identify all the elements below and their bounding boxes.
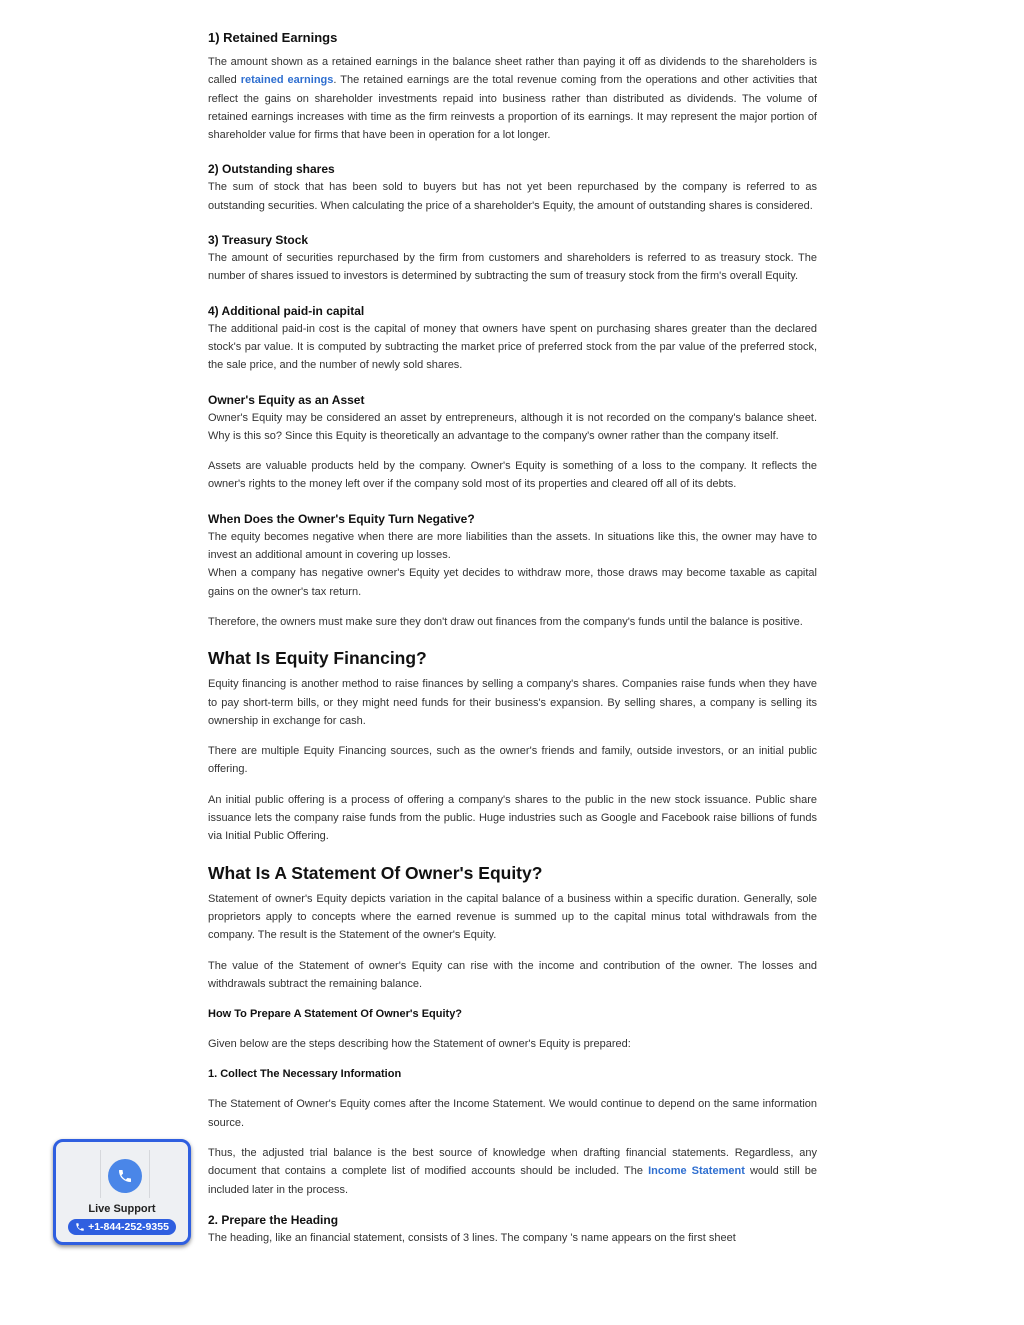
phone-number: +1-844-252-9355 <box>88 1221 169 1233</box>
how-to-prepare-intro: Given below are the steps describing how the Statement of owner's Equity is prepared: <box>208 1038 631 1051</box>
step-1-paragraph-1: The Statement of Owner's Equity comes after the Income Statement. We would continue to depend on the same information source. <box>208 1098 817 1129</box>
live-support-label: Live Support <box>88 1203 156 1215</box>
phone-icon <box>117 1168 133 1184</box>
phone-small-icon <box>75 1222 85 1232</box>
live-support-widget[interactable] <box>53 1139 191 1245</box>
negative-equity-heading: When Does the Owner's Equity Turn Negative? <box>208 511 475 526</box>
negative-equity-paragraph-2: When a company has negative owner's Equity yet decides to withdraw more, those draws may become taxable as capital gains on the owner's tax return. <box>208 567 817 598</box>
equity-financing-paragraph-2: There are multiple Equity Financing sources, such as the owner's friends and family, outside investors, or an initial public offering. <box>208 745 817 776</box>
equity-financing-paragraph-1: Equity financing is another method to raise finances by selling a company's shares. Companies raise funds when they have to pay short-term bills, or they might need funds for their business's expansion. By selling shares, a company is selling its ownership in exchange for cash. <box>208 678 817 727</box>
how-to-prepare-heading: How To Prepare A Statement Of Owner's Equity? <box>208 1008 463 1021</box>
negative-equity-paragraph-1: The equity becomes negative when there are more liabilities than the assets. In situations like this, the owner may have to invest an additional amount in covering up losses. <box>208 530 817 562</box>
treasury-stock-paragraph: The amount of securities repurchased by the firm from customers and shareholders is referred to as treasury stock. The number of shares issued to investors is determined by subtracting the sum of treasury stock from the firm's overall Equity. <box>208 252 817 283</box>
owners-equity-asset-heading: Owner's Equity as an Asset <box>208 392 365 407</box>
step-2-heading: 2. Prepare the Heading <box>208 1212 339 1227</box>
outstanding-shares-paragraph: The sum of stock that has been sold to buyers but has not yet been repurchased by the company is referred to as outstanding securities. When calculating the price of a shareholder's Equity, the amount of outstanding shares is considered. <box>208 181 817 212</box>
equity-financing-heading: What Is Equity Financing? <box>208 648 427 669</box>
call-button[interactable] <box>108 1159 142 1193</box>
outstanding-shares-heading: 2) Outstanding shares <box>208 162 335 177</box>
phone-number-button[interactable] <box>68 1219 176 1235</box>
additional-paid-in-capital-paragraph: The additional paid-in cost is the capital of money that owners have spent on purchasing shares greater than the declared stock's par value. It is computed by subtracting the market price of preferred stock from the par value of the preferred stock, the sale price, and the number of newly sold shares. <box>208 322 817 372</box>
step-1-paragraph-2: Thus, the adjusted trial balance is the best source of knowledge when drafting financial statements. Regardless, any document that contains a complete list of modified accounts should be included. The Income Statement would still be included later in the process. <box>208 1146 817 1196</box>
income-statement-link[interactable]: Income Statement <box>648 1165 745 1178</box>
retained-earnings-paragraph: The amount shown as a retained earnings in the balance sheet rather than paying it off as dividends to the shareholders is called retained earnings. The retained earnings are the total revenue coming from the operations and other activities that reflect the gains on shareholder investments repaid into business rather than distributed as dividends. The volume of retained earnings increases with time as the firm reinvests a proportion of its earnings. It may represent the major portion of shareholder value for firms that have been in operation for a lot longer. <box>208 56 817 142</box>
treasury-stock-heading: 3) Treasury Stock <box>208 233 309 248</box>
equity-financing-paragraph-3: An initial public offering is a process of offering a company's shares to the public in the new stock issuance. Public share issuance lets the company raise funds from the public. Huge industries such as Google and Facebook raise billions of funds via Initial Public Offering. <box>208 793 817 843</box>
statement-paragraph-2: The value of the Statement of owner's Equity can rise with the income and contribution of the owner. The losses and withdrawals subtract the remaining balance. <box>208 959 817 990</box>
article-content <box>208 53 817 1259</box>
call-icon-frame <box>100 1150 150 1198</box>
statement-owners-equity-heading: What Is A Statement Of Owner's Equity? <box>208 862 543 883</box>
article-body <box>208 0 817 1280</box>
owners-equity-asset-paragraph-1: Owner's Equity may be considered an asset by entrepreneurs, although it is not recorded on the company's balance sheet. Why is this so? Since this Equity is theoretically an advantage to the company's owner rather than the company itself. <box>208 411 817 442</box>
retained-earnings-link[interactable]: retained earnings <box>240 74 334 87</box>
owners-equity-asset-paragraph-2: Assets are valuable products held by the company. Owner's Equity is something of a loss to the company. It reflects the owner's rights to the money left over if the company sold most of its properties and cleared off all of its debts. <box>208 460 817 491</box>
statement-paragraph-1: Statement of owner's Equity depicts variation in the capital balance of a business within a specific duration. Generally, sole proprietors apply to concepts where the earned revenue is summed up to the capital minus total withdrawals from the company. The result is the Statement of the owner's Equity. <box>208 892 817 942</box>
section-heading-clipped: 1) Retained Earnings <box>208 30 338 45</box>
additional-paid-in-capital-heading: 4) Additional paid-in capital <box>208 303 365 318</box>
negative-equity-paragraph-3: Therefore, the owners must make sure they don't draw out finances from the company's funds until the balance is positive. <box>208 615 803 628</box>
step-1-heading: 1. Collect The Necessary Information <box>208 1068 402 1081</box>
step-2-paragraph: The heading, like an financial statement, consists of 3 lines. The company 's name appears on the first sheet <box>208 1231 736 1244</box>
